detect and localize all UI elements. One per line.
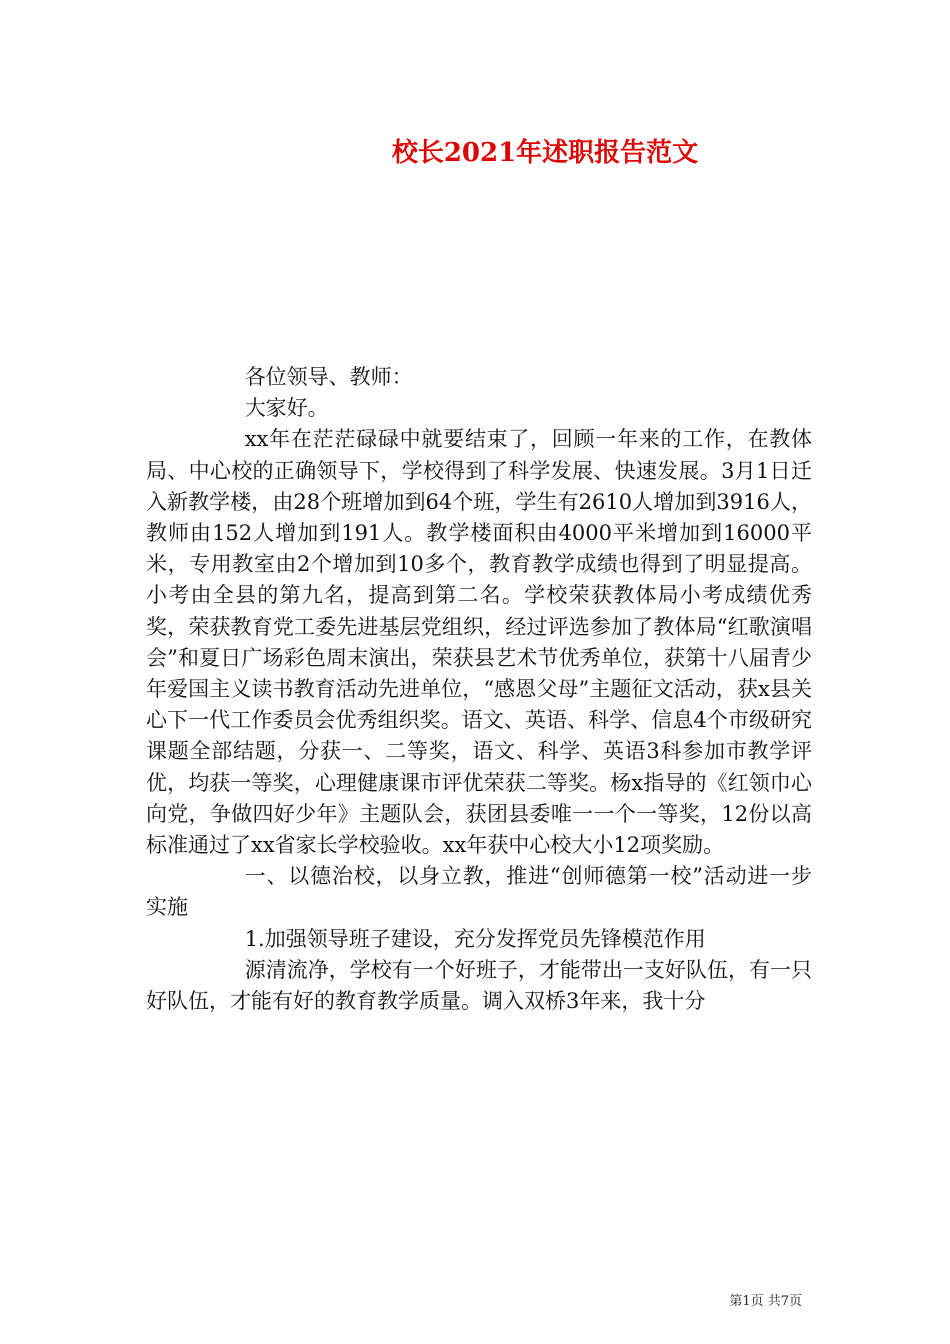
document-title: 校长2021年述职报告范文 (391, 138, 699, 168)
document-body (146, 362, 812, 1017)
body-paragraph: 源清流净，学校有一个好班子，才能带出一支好队伍，有一只好队伍，才能有好的教育教学质量。调入双桥3年来，我十分 (146, 957, 812, 1014)
section-heading: 一、以德治校，以身立教，推进“创师德第一校”活动进一步实施 (146, 864, 812, 920)
page-number-footer: 第1页 共7页 (729, 1294, 802, 1309)
hello-paragraph: 大家好。 (244, 396, 329, 421)
subsection-heading: 1.加强领导班子建设，充分发挥党员先锋模范作用 (244, 926, 706, 951)
summary-paragraph: xx年在茫茫碌碌中就要结束了，回顾一年来的工作，在教体局、中心校的正确领导下，学校得到了科学发展、快速发展。3月1日迁入新教学楼，由28个班增加到64个班，学生有2610人增加到3916人，教师由152人增加到191人。教学楼面积由4000平米增加到16000平米，专用教室由2个增加到10多个，教育教学成绩也得到了明显提高。小考由全县的第九名，提高到第二名。学校荣获教体局小考成绩优秀奖，荣获教育党工委先进基层党组织，经过评选参加了教体局“红歌演唱会”和夏日广场彩色周末演出，荣获县艺术节优秀单位，获第十八届青少年爱国主义读书教育活动先进单位，“感恩父母”主题征文活动，获x县关心下一代工作委员会优秀组织奖。语文、英语、科学、信息4个市级研究课题全部结题，分获一、二等奖，语文、科学、英语3科参加市教学评优，均获一等奖，心理健康课市评优荣获二等奖。杨x指导的《红领巾心向党，争做四好少年》主题队会，获团县委唯一一个一等奖，12份以高标准通过了xx省家长学校验收。xx年获中心校大小12项奖励。 (146, 427, 812, 858)
greeting-paragraph: 各位领导、教师： (244, 365, 413, 389)
